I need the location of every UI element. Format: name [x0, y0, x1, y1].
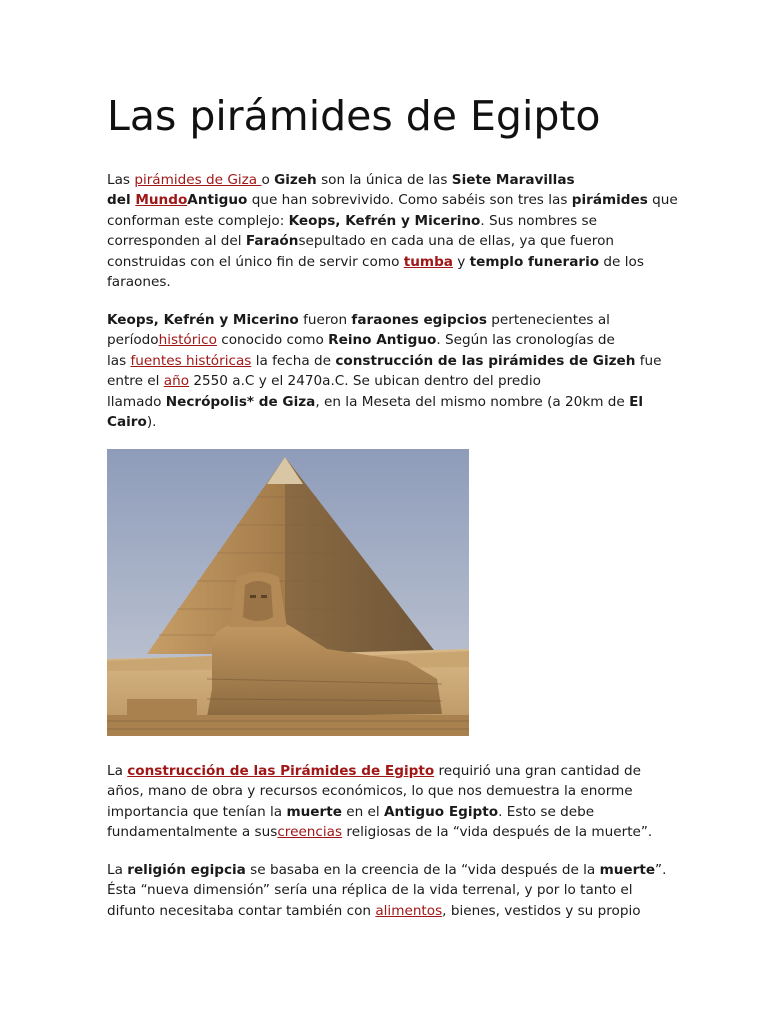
text-line: Keops, Kefrén y Micerino fueron faraones egipcios pertenecientes al — [107, 312, 610, 328]
paragraph-pharaohs — [107, 310, 667, 432]
text-line: entre el año 2550 a.C y el 2470a.C. Se ubican dentro del predio — [107, 373, 541, 390]
link-alimentos[interactable]: alimentos — [375, 902, 443, 919]
paragraph-construction — [107, 761, 667, 843]
text-line: Las pirámides de Giza o Gizeh son la única de las Siete Maravillas — [107, 172, 575, 188]
text-line: difunto necesitaba contar también con alimentos, bienes, vestidos y su propio — [107, 902, 641, 919]
link-construccion-piramides[interactable]: construcción de las Pirámides de Egipto — [127, 763, 435, 779]
text-line: importancia que tenían la muerte en el Antiguo Egipto. Esto se debe — [107, 803, 595, 820]
text-line: llamado Necrópolis* de Giza, en la Meseta del mismo nombre (a 20km de El — [107, 393, 644, 410]
text-line: Ésta “nueva dimensión” sería una réplica de la vida terrenal, y por lo tanto el — [107, 882, 633, 899]
paragraph-religion — [107, 860, 667, 921]
text-line: La religión egipcia se basaba en la creencia de la “vida después de la muerte”. — [107, 862, 667, 878]
pyramid-sphinx-photo — [107, 449, 469, 736]
pyramid-sphinx-image — [107, 449, 469, 736]
text-line: conforman este complejo: Keops, Kefrén y Micerino. Sus nombres se — [107, 212, 598, 229]
text-line: construidas con el único fin de servir como tumba y templo funerario de los — [107, 253, 644, 270]
text-line: corresponden al del Faraónsepultado en cada una de ellas, ya que fueron — [107, 233, 615, 250]
text-line: del MundoAntiguo que han sobrevivido. Como sabéis son tres las pirámides que — [107, 192, 678, 209]
text-line: años, mano de obra y recursos económicos, lo que nos demuestra la enorme — [107, 783, 633, 800]
text-line: las fuentes históricas la fecha de construcción de las pirámides de Gizeh fue — [107, 352, 662, 369]
link-historico[interactable]: histórico — [158, 332, 217, 349]
text-line: Cairo). — [107, 413, 157, 430]
link-mundo[interactable]: Mundo — [135, 192, 188, 209]
link-fuentes-historicas[interactable]: fuentes históricas — [130, 352, 252, 369]
link-creencias[interactable]: creencias — [277, 824, 343, 841]
link-ano[interactable]: año — [163, 373, 190, 390]
paragraph-intro — [107, 170, 678, 292]
link-piramides-de-giza[interactable]: pirámides de Giza — [134, 172, 262, 188]
link-tumba[interactable]: tumba — [403, 253, 453, 270]
page-title: Las pirámides de Egipto — [107, 92, 601, 140]
text-line: períodohistórico conocido como Reino Antiguo. Según las cronologías de — [107, 332, 615, 349]
text-line: fundamentalmente a suscreencias religiosas de la “vida después de la muerte”. — [107, 824, 653, 841]
text-line: faraones. — [107, 273, 171, 290]
text-line: La construcción de las Pirámides de Egipto requirió una gran cantidad de — [107, 763, 641, 779]
